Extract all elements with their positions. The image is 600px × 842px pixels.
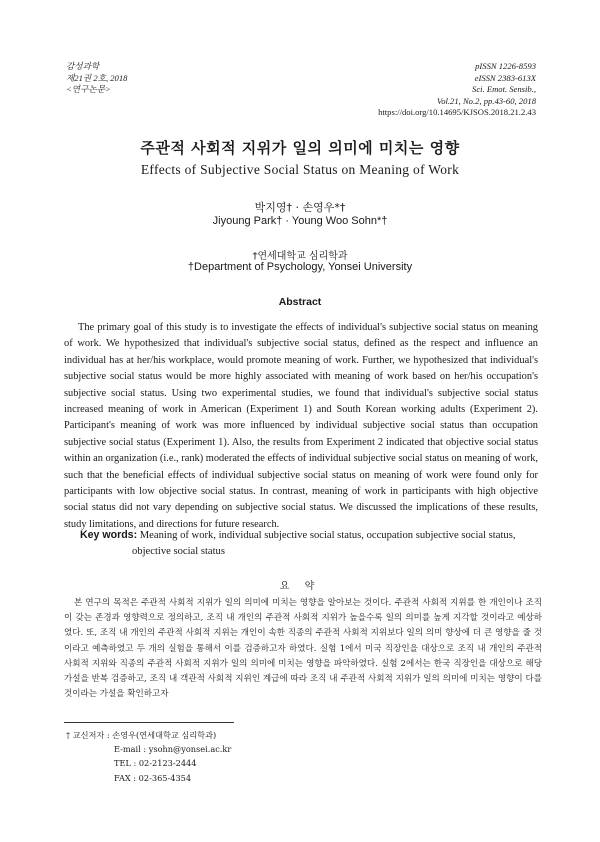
footnote	[66, 728, 231, 785]
journal-abbrev: Sci. Emot. Sensib.,	[472, 84, 536, 95]
keywords	[80, 527, 540, 560]
journal-header-left	[66, 61, 127, 96]
authors-korean: 박지영† · 손영우*†	[254, 201, 346, 214]
footnote-fax: FAX : 02-365-4354	[114, 772, 192, 783]
title-english: Effects of Subjective Social Status on Meaning of Work	[140, 162, 460, 177]
journal-name: 감성과학	[66, 61, 100, 71]
affiliation-english: †Department of Psychology, Yonsei University	[187, 261, 413, 273]
doi-link[interactable]: https://doi.org/10.14695/KJSOS.2018.21.2.43	[378, 107, 536, 118]
keywords-line-2: objective social status	[132, 546, 225, 557]
summary-text: 본 연구의 목적은 주관적 사회적 지위가 일의 의미에 미치는 영향을 알아보는 것이다. 주관적 사회적 지위를 한 개인이나 조직이 갖는 존경과 영향력으로 정의하고, 조직 내 개인의 주관적 사회적 지위가 높을수록 일의 의미를 높게 지각할 것이라고 예상하였다. 또, 조직 내 개인의 주관적 사회적 지위는 개인이 속한 직종의 주관적 사회적 지위보다 일의 의미 향상에 더 큰 영향을 줄 것이라고 예측하였고 두 개의 실험을 통해서 이를 검증하고자 하였다. 실험 1에서 미국 직장인을 대상으로 조직 내 개인의 주관적 사회적 지위와 직종의 주관적 사회적 지위가 일의 의미에 미치는 영향을 파악하였다. 실험 2에서는 한국 직장인을 대상으로 해당 가설을 반복 검증하고, 조직 내 객관적 사회적 지위인 계급에 따라 조직 내 주관적 사회적 지위가 일의 의미에 미치는 영향이 다를 것이라는 가설을 확인하고자	[64, 598, 542, 700]
volume-pages: Vol.21, No.2, pp.43-60, 2018	[436, 95, 536, 106]
keywords-line-1: Meaning of work, individual subjective social status, occupation subjective social status,	[139, 530, 516, 541]
footnote-divider	[64, 722, 234, 723]
pissn: pISSN 1226-8593	[475, 61, 536, 71]
keywords-label: Key words:	[80, 529, 138, 541]
corresponding-author: † 교신저자 : 손영우(연세대학교 심리학과)	[66, 730, 217, 740]
authors-english: Jiyoung Park† · Young Woo Sohn*†	[212, 215, 388, 227]
title-korean: 주관적 사회적 지위가 일의 의미에 미치는 영향	[140, 139, 460, 157]
abstract-text: The primary goal of this study is to investigate the effects of individual's subjective social status on meaning of work. We hypothesized that individual's subjective social status, defined as the respect and influence an individual has at her/his workplace, would promote meaning of work. Further, we hypothesized that individual's subjective social status would be more highly associated with meaning of work based on her/his occupation's subjective social status. Using two experimental studies, we found that individual's subjective social status increased meaning of work in American (Experiment 1) and South Korean working adults (Experiment 2). Participant's meaning of work was more influenced by individual subjective social status than occupation subjective social status (Experiment 1). Also, the results from Experiment 2 indicated that objective social status within an organization (i.e., rank) moderated the effects of individual subjective social status on meaning of work, such that the beneficial effects of individual subjective social status on meaning of work were found only for participants with low objective social status. In contrast, meaning of work in participants with high objective social status did not vary depending on subjective social status. We discussed the implications of these results, study limitations, and directions for future research.	[64, 322, 538, 530]
eissn: eISSN 2383-613X	[474, 72, 536, 83]
journal-volume: 제21권 2호, 2018	[66, 72, 128, 83]
journal-header-right	[378, 61, 536, 119]
affiliation-korean: †연세대학교 심리학과	[252, 251, 348, 262]
article-type: <연구논문>	[66, 84, 111, 95]
summary-heading: 요 약	[279, 581, 321, 592]
abstract-heading: Abstract	[278, 296, 322, 308]
footnote-tel: TEL : 02-2123-2444	[114, 758, 197, 769]
footnote-email[interactable]: E-mail : ysohn@yonsei.ac.kr	[114, 744, 232, 755]
